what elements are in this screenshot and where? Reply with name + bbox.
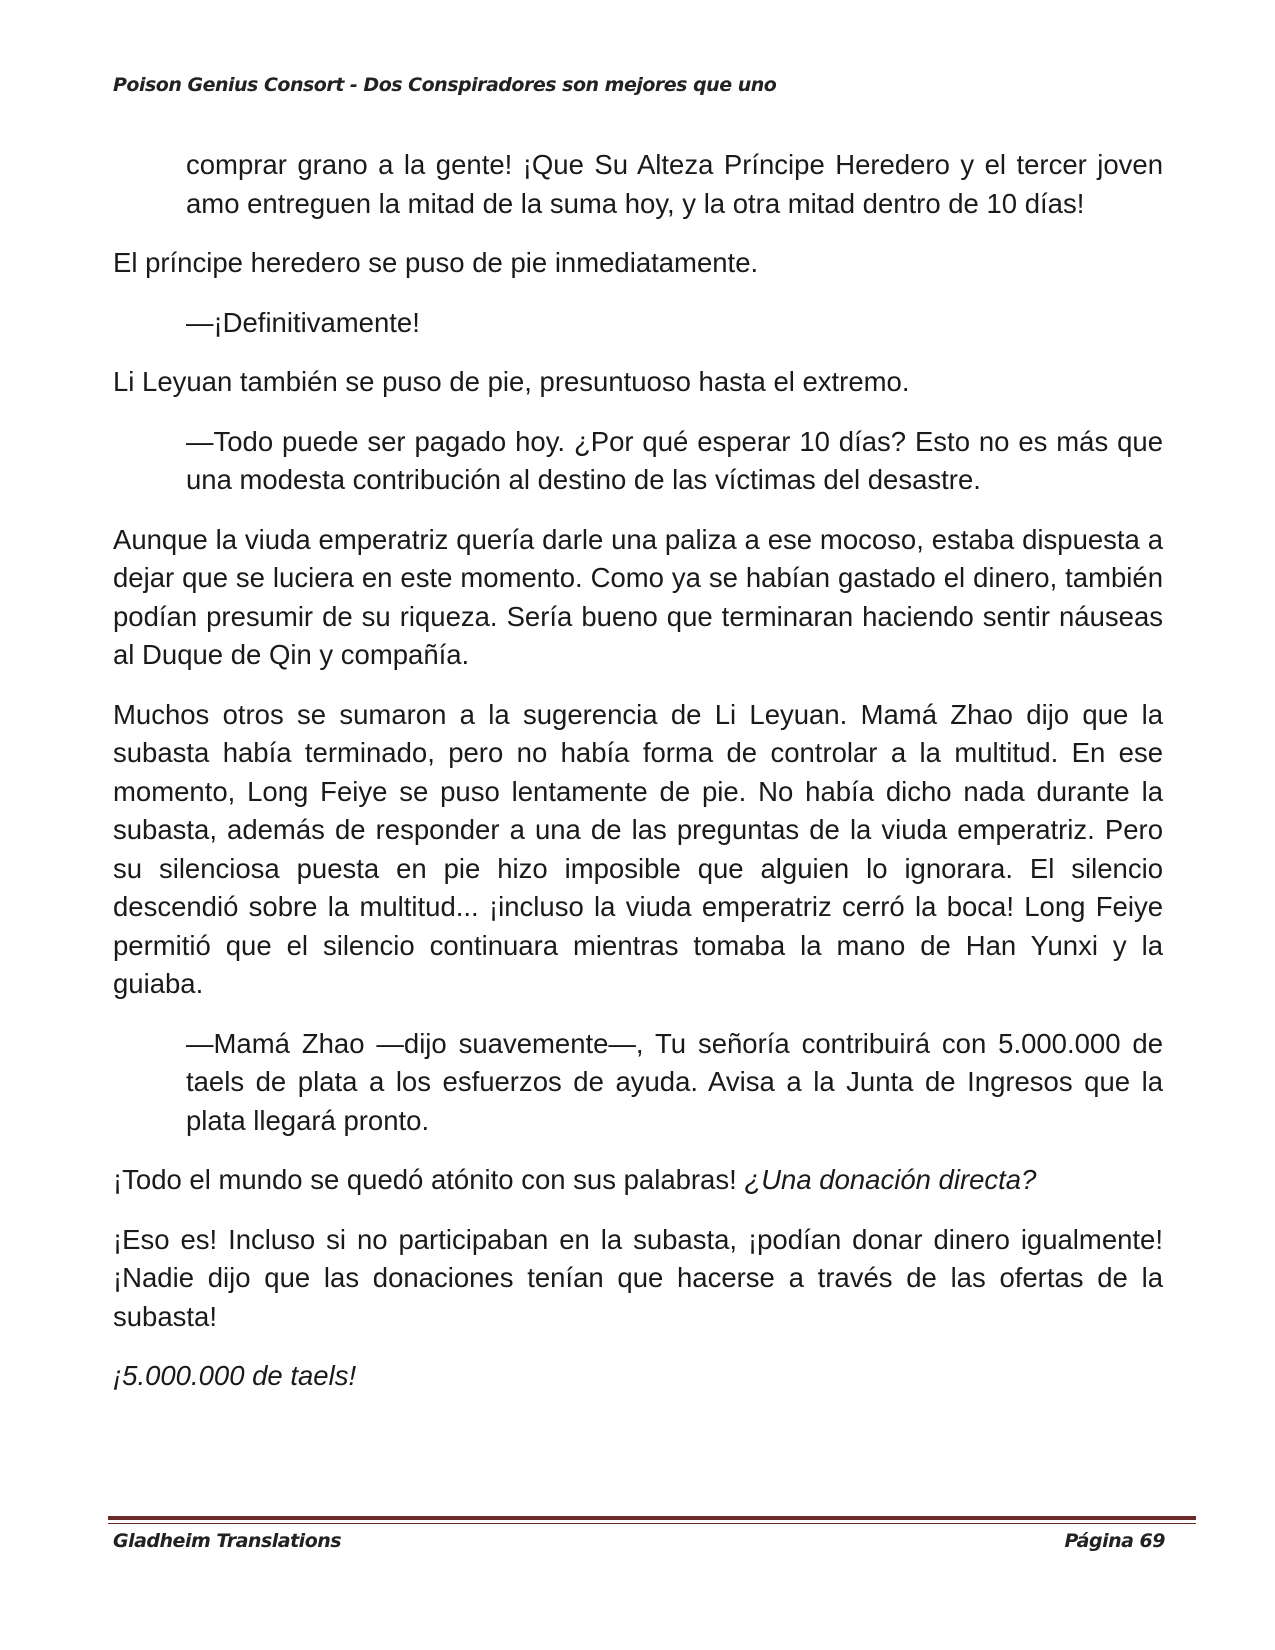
paragraph: comprar grano a la gente! ¡Que Su Alteza Príncipe Heredero y el tercer joven amo entreguen la mitad de la suma hoy, y la otra mitad dentro de 10 días!: [186, 149, 1163, 219]
footer-divider-thin: [108, 1523, 1196, 1524]
dialogue-paragraph: —Todo puede ser pagado hoy. ¿Por qué esperar 10 días? Esto no es más que una modesta contribución al destino de las víctimas del desastre.: [186, 425, 1163, 495]
footer-page-number: Página 69: [1064, 1530, 1165, 1552]
document-body: [113, 146, 1163, 1417]
paragraph: ¡Eso es! Incluso si no participaban en la subasta, ¡podían donar dinero igualmente! ¡Nadie dijo que las donaciones tenían que hacerse a través de las ofertas de la subasta!: [113, 1223, 1163, 1332]
italic-thought: ¡5.000.000 de taels!: [113, 1360, 357, 1391]
paragraph: [113, 1161, 1163, 1200]
dialogue-paragraph: —Mamá Zhao —dijo suavemente—, Tu señoría contribuirá con 5.000.000 de taels de plata a los esfuerzos de ayuda. Avisa a la Junta de Ingresos que la plata llegará pronto.: [186, 1027, 1163, 1136]
paragraph: Muchos otros se sumaron a la sugerencia de Li Leyuan. Mamá Zhao dijo que la subasta había terminado, pero no había forma de controlar a la multitud. En ese momento, Long Feiye se puso lentamente de pie. No había dicho nada durante la subasta, además de responder a una de las preguntas de la viuda emperatriz. Pero su silenciosa puesta en pie hizo imposible que alguien lo ignorara. El silencio descendió sobre la multitud... ¡incluso la viuda emperatriz cerró la boca! Long Feiye permitió que el silencio continuara mientras tomaba la mano de Han Yunxi y la guiaba.: [113, 698, 1163, 999]
footer-translator: Gladheim Translations: [113, 1530, 342, 1552]
paragraph: Li Leyuan también se puso de pie, presuntuoso hasta el extremo.: [113, 366, 910, 397]
dialogue-paragraph: —¡Definitivamente!: [186, 306, 420, 338]
footer-divider: [108, 1516, 1196, 1520]
page-header-title: Poison Genius Consort - Dos Conspiradores son mejores que uno: [113, 74, 777, 96]
paragraph: El príncipe heredero se puso de pie inmediatamente.: [113, 247, 759, 278]
paragraph-text: ¡Todo el mundo se quedó atónito con sus palabras!: [113, 1164, 745, 1195]
italic-paragraph: [113, 1357, 1163, 1396]
paragraph: Aunque la viuda emperatriz quería darle una paliza a ese mocoso, estaba dispuesta a dejar que se luciera en este momento. Como ya se habían gastado el dinero, también podían presumir de su riqueza. Sería bueno que terminaran haciendo sentir náuseas al Duque de Qin y compañía.: [113, 523, 1163, 670]
italic-thought: ¿Una donación directa?: [744, 1164, 1037, 1195]
